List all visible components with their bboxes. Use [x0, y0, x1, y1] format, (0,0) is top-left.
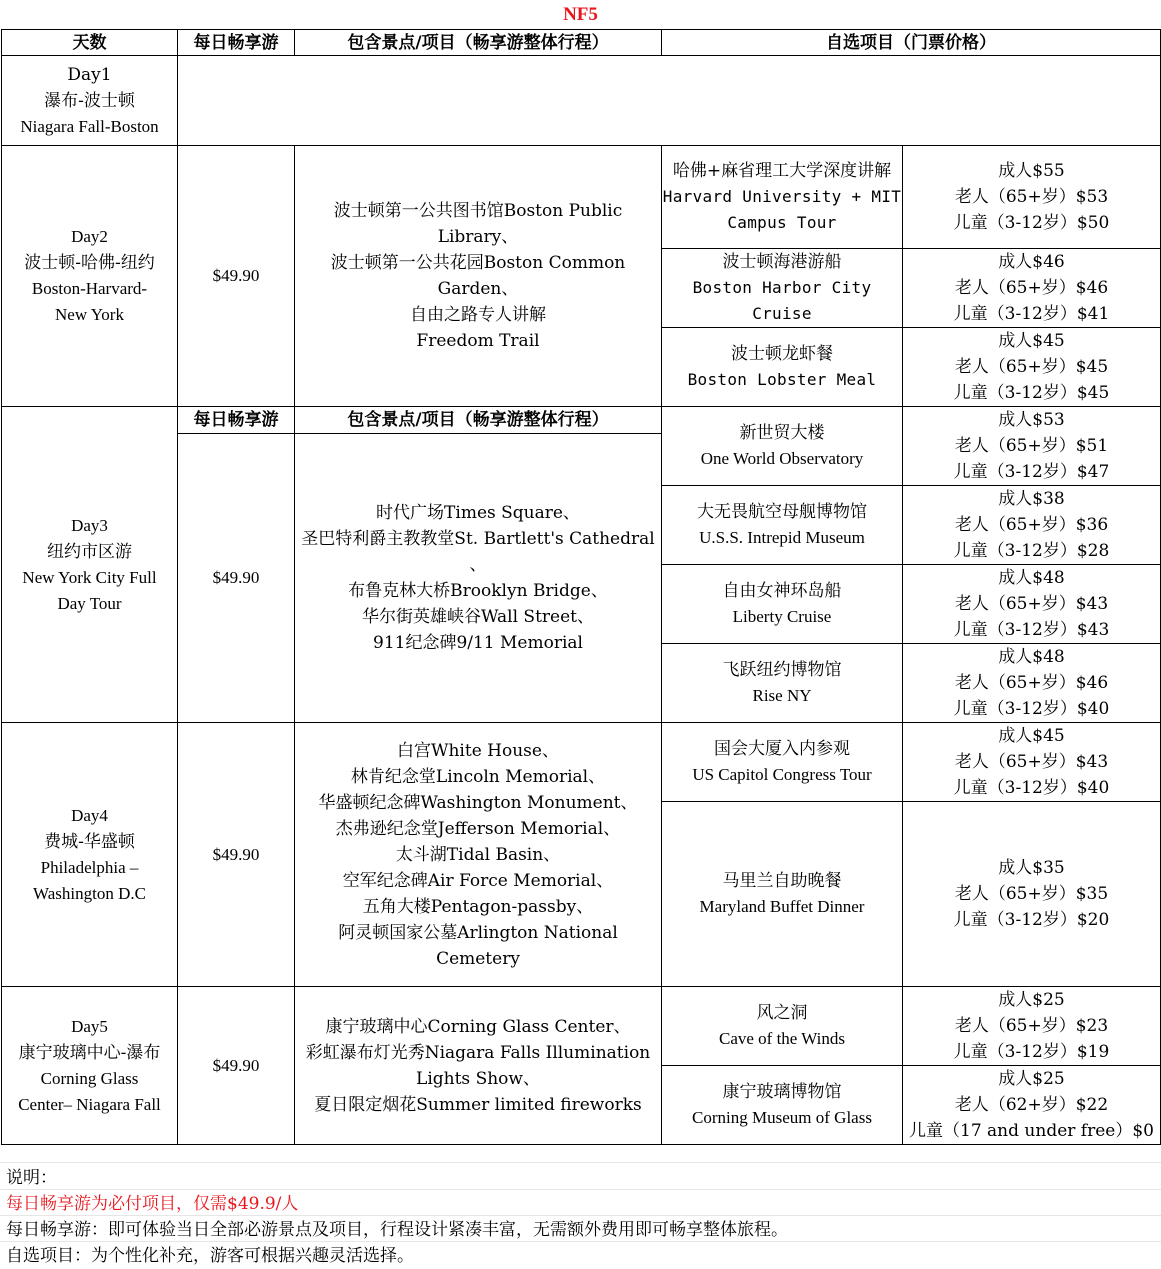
sheet-gridline [0, 1162, 1161, 1163]
option-name: 风之洞 Cave of the Winds [662, 987, 903, 1066]
day-cell: Day4 费城-华盛顿 Philadelphia – Washington D.C [2, 723, 178, 987]
option-name: 马里兰自助晚餐 Maryland Buffet Dinner [662, 802, 903, 987]
required-note: 每日畅享游为必付项目，仅需$49.9/人 [6, 1194, 299, 1214]
daily-price: $49.90 [178, 987, 295, 1145]
option-price: 成人$45 老人（65+岁）$43 儿童（3-12岁）$40 [903, 723, 1161, 802]
table-row [2, 56, 1161, 146]
option-name: 自由女神环岛船 Liberty Cruise [662, 565, 903, 644]
notes-section [6, 1165, 788, 1269]
option-price: 成人$25 老人（62+岁）$22 儿童（17 and under free）$0 [903, 1066, 1161, 1145]
table-row [2, 987, 1161, 1066]
day-cell: Day5 康宁玻璃中心-瀑布 Corning Glass Center– Niagara Fall [2, 987, 178, 1145]
daily-price: $49.90 [178, 723, 295, 987]
included-cell: 时代广场Times Square、 圣巴特利爵主教教堂St. Bartlett's Cathedral 、 布鲁克林大桥Brooklyn Bridge、 华尔街英雄峡谷Wall Street、 911纪念碑9/11 Memorial [295, 434, 662, 723]
option-price: 成人$55 老人（65+岁）$53 儿童（3-12岁）$50 [903, 146, 1161, 249]
option-price: 成人$38 老人（65+岁）$36 儿童（3-12岁）$28 [903, 486, 1161, 565]
included-cell: 波士顿第一公共图书馆Boston Public Library、 波士顿第一公共花园Boston Common Garden、 自由之路专人讲解 Freedom Trail [295, 146, 662, 407]
notes-label: 说明： [6, 1168, 57, 1188]
option-name: 新世贸大楼 One World Observatory [662, 407, 903, 486]
subheader-daily: 每日畅享游 [178, 407, 295, 434]
included-cell: 白宫White House、 林肯纪念堂Lincoln Memorial、 华盛顿纪念碑Washington Monument、 杰弗逊纪念堂Jefferson Memorial、 太斗湖Tidal Basin、 空军纪念碑Air Force Memorial、 五角大楼Pentagon-passby、 阿灵顿国家公墓Arlington National Cemetery [295, 723, 662, 987]
option-name: 康宁玻璃博物馆 Corning Museum of Glass [662, 1066, 903, 1145]
option-name: 波士顿海港游船 Boston Harbor City Cruise [662, 249, 903, 328]
header-row [2, 30, 1161, 56]
option-name: 国会大厦入内参观 US Capitol Congress Tour [662, 723, 903, 802]
subheader-included: 包含景点/项目（畅享游整体行程） [295, 407, 662, 434]
option-price: 成人$35 老人（65+岁）$35 儿童（3-12岁）$20 [903, 802, 1161, 987]
option-price: 成人$48 老人（65+岁）$43 儿童（3-12岁）$43 [903, 565, 1161, 644]
empty-cell [178, 56, 1161, 146]
header-day: 天数 [2, 30, 178, 56]
option-name: 飞跃纽约博物馆 Rise NY [662, 644, 903, 723]
table-row [2, 146, 1161, 249]
daily-note: 每日畅享游：即可体验当日全部必游景点及项目，行程设计紧凑丰富，无需额外费用即可畅享整体旅程。 [6, 1220, 788, 1240]
day-cell: Day3 纽约市区游 New York City Full Day Tour [2, 407, 178, 723]
day-cell: Day1 瀑布-波士顿 Niagara Fall-Boston [2, 56, 178, 146]
option-price: 成人$25 老人（65+岁）$23 儿童（3-12岁）$19 [903, 987, 1161, 1066]
daily-price: $49.90 [178, 146, 295, 407]
table-row [2, 407, 1161, 434]
option-name: 大无畏航空母舰博物馆 U.S.S. Intrepid Museum [662, 486, 903, 565]
option-name: 哈佛+麻省理工大学深度讲解 Harvard University + MIT Campus Tour [662, 146, 903, 249]
included-cell: 康宁玻璃中心Corning Glass Center、 彩虹瀑布灯光秀Niagara Falls Illumination Lights Show、 夏日限定烟花Summer limited fireworks [295, 987, 662, 1145]
table-row [2, 723, 1161, 802]
option-price: 成人$48 老人（65+岁）$46 儿童（3-12岁）$40 [903, 644, 1161, 723]
page-title: NF5 [563, 4, 598, 25]
header-daily: 每日畅享游 [178, 30, 295, 56]
optional-note: 自选项目：为个性化补充，游客可根据兴趣灵活选择。 [6, 1246, 414, 1266]
option-name: 波士顿龙虾餐 Boston Lobster Meal [662, 328, 903, 407]
daily-price: $49.90 [178, 434, 295, 723]
option-price: 成人$46 老人（65+岁）$46 儿童（3-12岁）$41 [903, 249, 1161, 328]
option-price: 成人$53 老人（65+岁）$51 儿童（3-12岁）$47 [903, 407, 1161, 486]
day-cell: Day2 波士顿-哈佛-纽约 Boston-Harvard- New York [2, 146, 178, 407]
itinerary-table [1, 29, 1161, 1145]
header-optional: 自选项目（门票价格） [662, 30, 1161, 56]
option-price: 成人$45 老人（65+岁）$45 儿童（3-12岁）$45 [903, 328, 1161, 407]
header-included: 包含景点/项目（畅享游整体行程） [295, 30, 662, 56]
